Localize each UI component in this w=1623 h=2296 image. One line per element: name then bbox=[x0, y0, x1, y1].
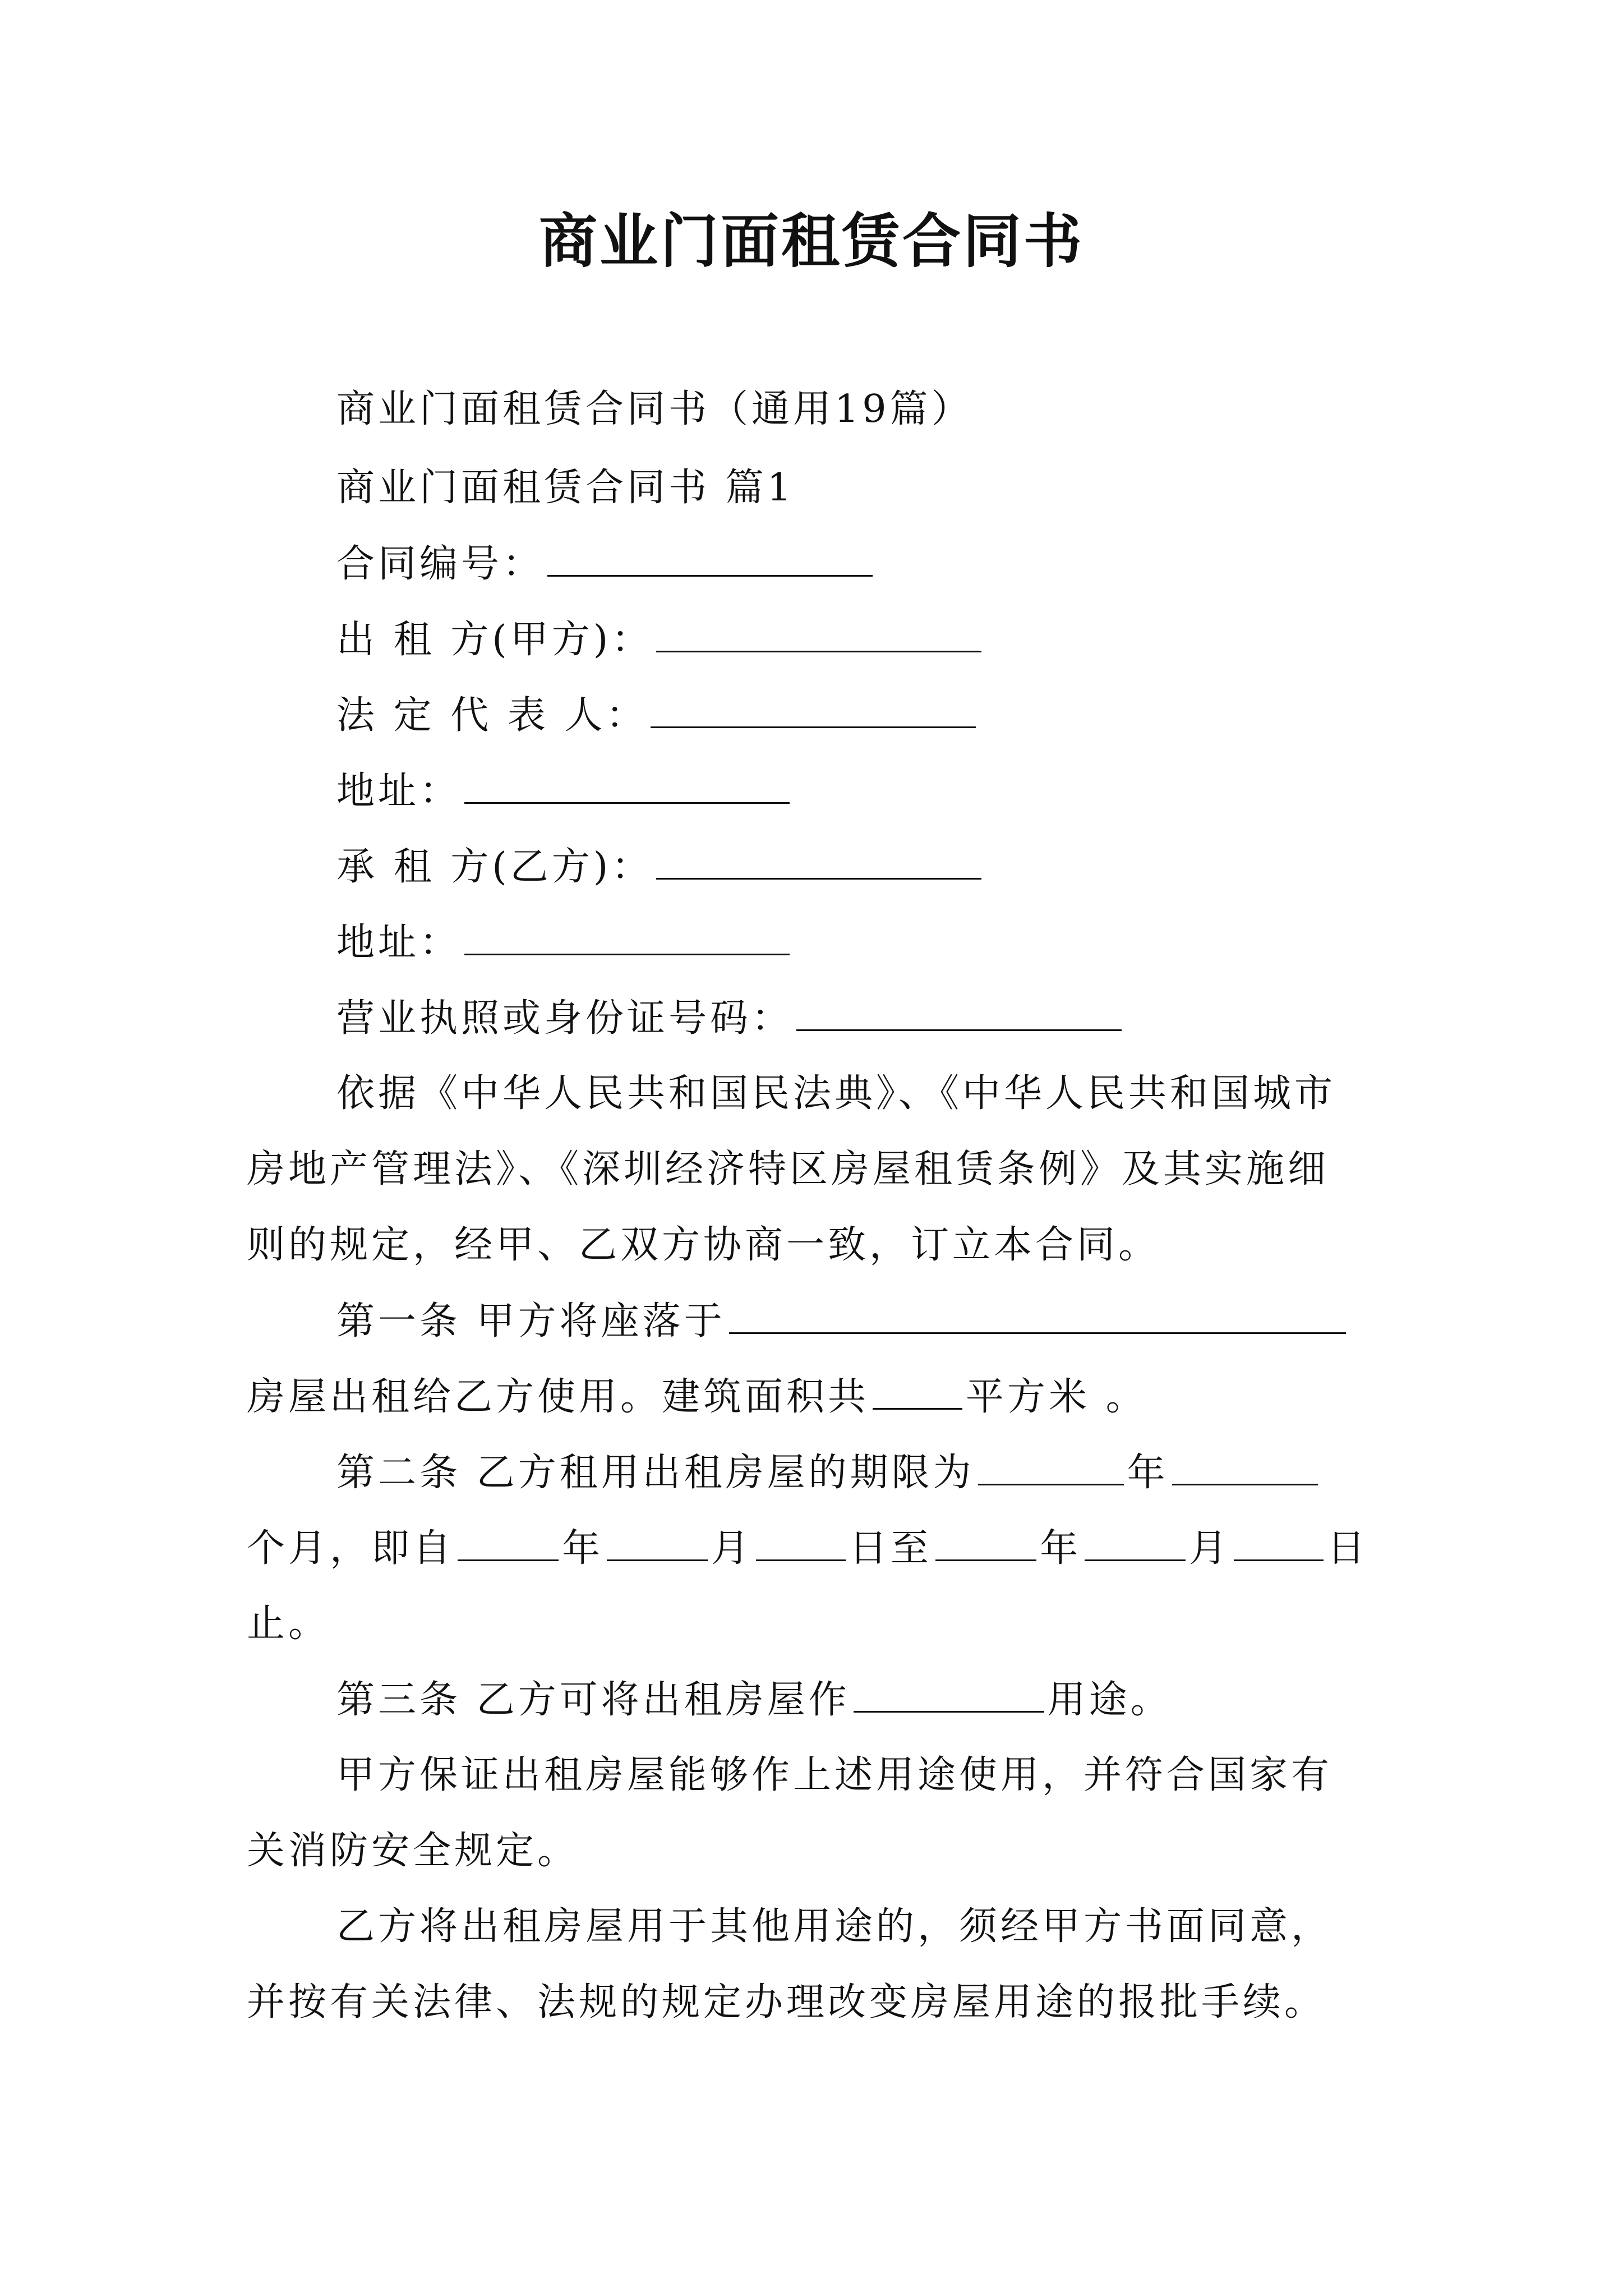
article-3-line-1 bbox=[336, 1672, 1172, 1728]
paragraph-3-line-1: 乙方将出租房屋用于其他用途的，须经甲方书面同意， bbox=[336, 1904, 1333, 1949]
start-day-unit: 日至 bbox=[849, 1526, 933, 1571]
start-year-blank bbox=[458, 1520, 559, 1561]
article-2-line-3: 止。 bbox=[247, 1602, 330, 1646]
area-blank bbox=[873, 1369, 962, 1410]
start-month-blank bbox=[607, 1520, 708, 1561]
end-year-blank bbox=[935, 1520, 1036, 1561]
article-1-line-1 bbox=[336, 1293, 1349, 1350]
paragraph-2-line-1: 甲方保证出租房屋能够作上述用途使用，并符合国家有 bbox=[336, 1753, 1333, 1797]
area-unit: 平方米 。 bbox=[966, 1375, 1147, 1419]
legal-rep-label: 法 定 代 表 人： bbox=[336, 693, 648, 738]
paragraph-1-line-2: 房地产管理法》、《深圳经济特区房屋租赁条例》及其实施细 bbox=[247, 1147, 1330, 1191]
location-blank bbox=[729, 1293, 1346, 1334]
contract-number-row bbox=[336, 536, 876, 592]
paragraph-2-line-2: 关消防安全规定。 bbox=[247, 1829, 579, 1873]
address-blank-1 bbox=[464, 763, 790, 804]
section-heading: 商业门面租赁合同书 篇1 bbox=[336, 466, 795, 510]
license-row bbox=[336, 990, 1125, 1047]
lessee-row bbox=[336, 839, 985, 895]
end-year-unit: 年 bbox=[1040, 1526, 1082, 1571]
subtitle-line: 商业门面租赁合同书（通用19篇） bbox=[336, 387, 973, 431]
contract-number-label: 合同编号： bbox=[336, 542, 545, 586]
legal-rep-row bbox=[336, 687, 979, 744]
address-row-2 bbox=[336, 914, 793, 971]
address-blank-2 bbox=[464, 914, 790, 955]
license-label: 营业执照或身份证号码： bbox=[336, 996, 794, 1041]
usage-blank bbox=[854, 1672, 1044, 1713]
start-year-unit: 年 bbox=[562, 1526, 604, 1571]
end-day-unit: 日 bbox=[1327, 1526, 1369, 1571]
document-title: 商业门面租赁合同书 bbox=[538, 206, 1084, 275]
lessee-blank bbox=[656, 839, 981, 880]
months-blank bbox=[1172, 1444, 1318, 1485]
contract-number-blank bbox=[547, 536, 873, 577]
end-day-blank bbox=[1234, 1520, 1324, 1561]
lessee-label: 承 租 方(乙方)： bbox=[336, 845, 653, 889]
usage-suffix: 用途。 bbox=[1047, 1678, 1172, 1722]
article-2-line-2 bbox=[247, 1520, 1368, 1577]
lessor-row bbox=[336, 611, 985, 668]
years-blank bbox=[978, 1444, 1124, 1485]
start-month-unit: 月 bbox=[711, 1526, 753, 1571]
article-1-text: 第一条 甲方将座落于 bbox=[336, 1299, 726, 1343]
legal-rep-blank bbox=[651, 687, 976, 728]
start-label: 个月，即自 bbox=[247, 1526, 455, 1571]
paragraph-1-line-3: 则的规定，经甲、乙双方协商一致，订立本合同。 bbox=[247, 1223, 1160, 1267]
start-day-blank bbox=[756, 1520, 846, 1561]
article-2-text: 第二条 乙方租用出租房屋的期限为 bbox=[336, 1451, 975, 1495]
lessor-blank bbox=[656, 611, 981, 652]
address-row-1 bbox=[336, 763, 793, 820]
year-unit: 年 bbox=[1127, 1451, 1169, 1495]
end-month-unit: 月 bbox=[1189, 1526, 1231, 1571]
address-label-1: 地址： bbox=[336, 769, 462, 813]
lessor-label: 出 租 方(甲方)： bbox=[336, 618, 653, 662]
article-1-line-2 bbox=[247, 1369, 1147, 1425]
paragraph-3-line-2: 并按有关法律、法规的规定办理改变房屋用途的报批手续。 bbox=[247, 1980, 1326, 2024]
paragraph-1-line-1: 依据《中华人民共和国民法典》、《中华人民共和国城市 bbox=[336, 1071, 1336, 1116]
address-label-2: 地址： bbox=[336, 921, 462, 965]
end-month-blank bbox=[1085, 1520, 1186, 1561]
article-3-text: 第三条 乙方可将出租房屋作 bbox=[336, 1678, 850, 1722]
license-blank bbox=[796, 990, 1122, 1031]
article-1-area-text: 房屋出租给乙方使用。建筑面积共 bbox=[247, 1375, 870, 1419]
article-2-line-1 bbox=[336, 1444, 1321, 1501]
